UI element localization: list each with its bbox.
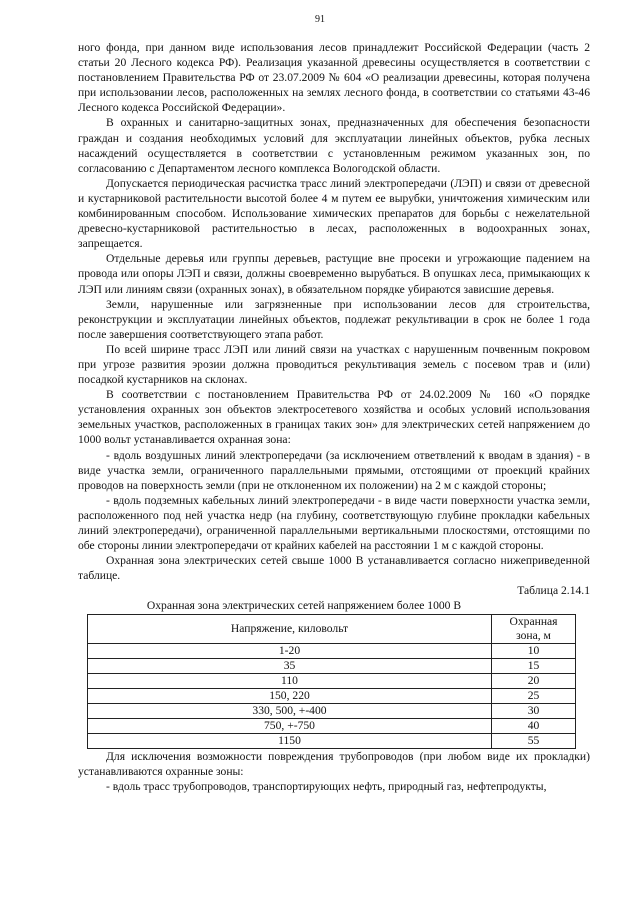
page-number: 91 [315,14,325,25]
protection-zone-table [87,614,576,749]
zone-cell: 10 [492,643,576,658]
voltage-cell: 1-20 [88,643,492,658]
paragraph: В охранных и санитарно-защитных зонах, предназначенных для обеспечения безопасности граждан и создания необходимых условий для эксплуатации линейных объектов, рубка лесных насаждений осуществляется в соответствии с установленным режимом указанных зон, по согласованию с Департаментом лесного комплекса Вологодской области. [78,116,590,175]
paragraph: По всей ширине трасс ЛЭП или линий связи на участках с нарушенным почвенным покровом при угрозе развития эрозии должна проводиться рекультивация земель с посевом трав и (или) посадкой кустарников на склонах. [78,342,590,387]
table-row [88,703,576,718]
header-zone: Охранная зона, м [492,614,576,643]
table-label: Таблица 2.14.1 [517,584,590,598]
voltage-cell: 35 [88,658,492,673]
zone-cell: 55 [492,733,576,748]
table-row [88,718,576,733]
paragraph: Для исключения возможности повреждения трубопроводов (при любом виде их прокладки) устанавливаются охранные зоны: [78,749,590,778]
table-row [88,643,576,658]
header-voltage: Напряжение, киловольт [88,614,492,643]
voltage-cell: 110 [88,673,492,688]
zone-cell: 20 [492,673,576,688]
paragraph: Земли, нарушенные или загрязненные при использовании лесов для строительства, реконструкции и эксплуатации линейных объектов, подлежат рекультивации в срок не более 1 года после завершения соответствующего этапа работ. [78,297,590,341]
paragraph: В соответствии с постановлением Правительства РФ от 24.02.2009 № 160 «О порядке установления охранных зон объектов электросетевого хозяйства и особых условий использования земельных участков, расположенных в границах таких зон» для электрических сетей напряжением до 1000 вольт устанавливается охранная зона: [78,388,590,447]
table-header-row [88,614,576,643]
document-body [78,40,590,794]
table-caption: Охранная зона электрических сетей напряжением более 1000 В [146,599,462,613]
voltage-cell: 150, 220 [88,688,492,703]
voltage-cell: 330, 500, +-400 [88,703,492,718]
list-item: - вдоль подземных кабельных линий электропередачи - в виде части поверхности участка земли, расположенного под ней участка недр (на глубину, соответствующую глубине прокладки кабельных линий электропередачи), ограниченной параллельными вертикальными плоскостями, отстоящими по обе стороны линии электропередачи от крайних кабелей на расстоянии 1 м с каждой стороны. [78,493,590,553]
paragraph: Допускается периодическая расчистка трасс линий электропередачи (ЛЭП) и связи от древесной и кустарниковой растительности высотой более 4 м путем ее вырубки, уничтожения химическим или комбинированным способом. Использование химических препаратов для борьбы с нежелательной древесно-кустарниковой растительностью в лесах, расположенных в водоохранных зонах, запрещается. [78,176,590,251]
paragraph: ного фонда, при данном виде использования лесов принадлежит Российской Федерации (часть 2 статьи 20 Лесного кодекса РФ). Реализация указанной древесины осуществляется в соответствии с постановлением Правительства РФ от 23.07.2009 № 604 «О реализации древесины, которая получена при использовании лесов, расположенных на землях лесного фонда, в соответствии со статьями 43-46 Лесного кодекса Российской Федерации». [78,41,590,115]
zone-cell: 25 [492,688,576,703]
zone-cell: 15 [492,658,576,673]
list-item: - вдоль трасс трубопроводов, транспортирующих нефть, природный газ, нефтепродукты, [106,779,547,793]
table-row [88,658,576,673]
voltage-cell: 1150 [88,733,492,748]
table-row [88,733,576,748]
zone-cell: 30 [492,703,576,718]
table-row [88,688,576,703]
paragraph: Отдельные деревья или группы деревьев, растущие вне просеки и угрожающие падением на провода или опоры ЛЭП и связи, должны своевременно вырубаться. В опушках леса, примыкающих к ЛЭП или линиям связи (охранных зонах), в обязательном порядке убираются зависшие деревья. [78,252,590,296]
table-row [88,673,576,688]
paragraph: Охранная зона электрических сетей свыше 1000 В устанавливается согласно нижеприведенной таблице. [78,554,590,583]
zone-cell: 40 [492,718,576,733]
voltage-cell: 750, +-750 [88,718,492,733]
list-item: - вдоль воздушных линий электропередачи (за исключением ответвлений к вводам в здания) - в виде участка земли, ограниченного параллельными прямыми, отстоящими от проекций крайних проводов на поверхность земли (при не отклоненном их положении) на 2 м с каждой стороны; [78,448,590,492]
